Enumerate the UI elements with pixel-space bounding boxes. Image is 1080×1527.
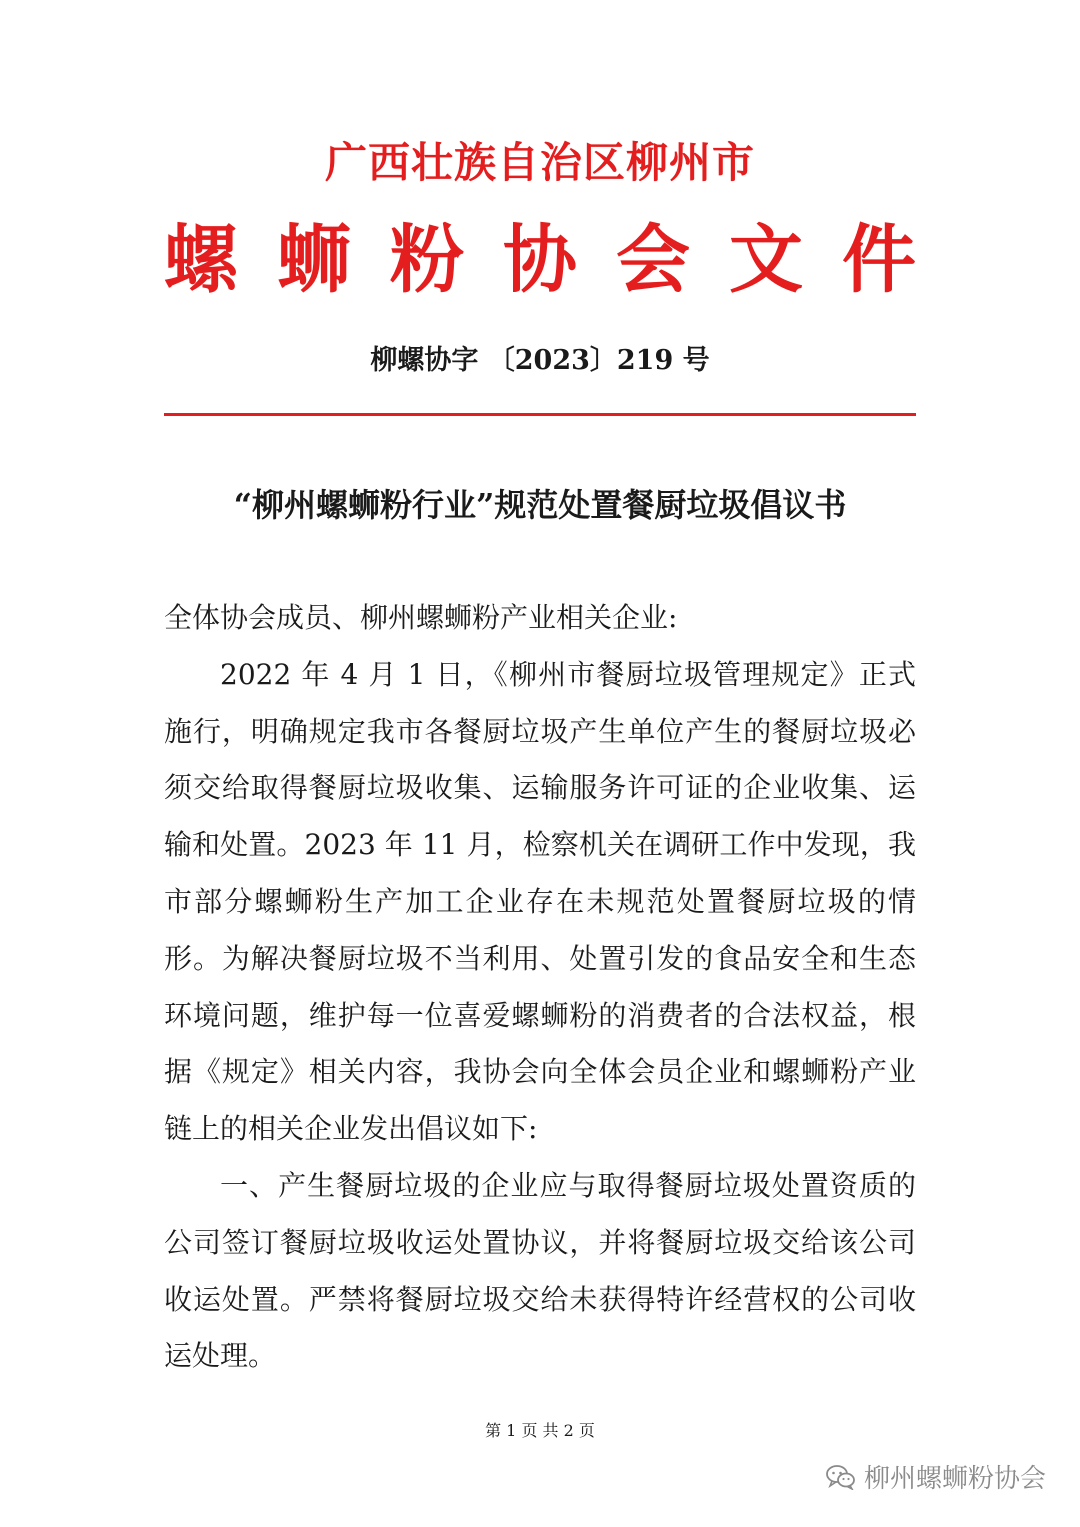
doctype-char: 文 (729, 217, 803, 303)
doctype-char: 协 (503, 217, 577, 303)
doctype-char: 螺 (164, 217, 238, 303)
doctype-char: 会 (616, 217, 690, 303)
watermark-text: 柳州螺蛳粉协会 (863, 1464, 1046, 1494)
red-divider (164, 413, 916, 416)
body-paragraph: 2022 年 4 月 1 日，《柳州市餐厨垃圾管理规定》正式施行，明确规定我市各餐厨垃圾产生单位产生的餐厨垃圾必须交给取得餐厨垃圾收集、运输服务许可证的企业收集、运输和处置。2023 年 11 月，检察机关在调研工作中发现，我市部分螺蛳粉生产加工企业存在未规范处置餐厨垃圾的情形。为解决餐厨垃圾不当利用、处置引发的食品安全和生态环境问题，维护每一位喜爱螺蛳粉的消费者的合法权益，根据《规定》相关内容，我协会向全体会员企业和螺蛳粉产业链上的相关企业发出倡议如下: (164, 657, 916, 1146)
body-paragraph: 一、产生餐厨垃圾的企业应与取得餐厨垃圾处置资质的公司签订餐厨垃圾收运处置协议，并将餐厨垃圾交给该公司收运处置。严禁将餐厨垃圾交给未获得特许经营权的公司收运处理。 (164, 1168, 916, 1373)
page-number: 第 1 页 共 2 页 (485, 1421, 595, 1440)
issuing-region-heading: 广西壮族自治区柳州市 (324, 138, 755, 187)
document-number: 柳螺协字 〔2023〕219 号 (370, 345, 710, 376)
salutation: 全体协会成员、柳州螺蛳粉产业相关企业: (164, 601, 678, 634)
doctype-char: 件 (842, 217, 916, 303)
wechat-icon (826, 1464, 856, 1490)
document-body (164, 590, 916, 1385)
account-watermark (826, 1458, 1046, 1495)
document-title: “柳州螺蛳粉行业”规范处置餐厨垃圾倡议书 (233, 486, 847, 524)
doctype-char: 粉 (390, 217, 464, 303)
doctype-char: 蛳 (277, 217, 351, 303)
document-type-heading (164, 212, 916, 308)
